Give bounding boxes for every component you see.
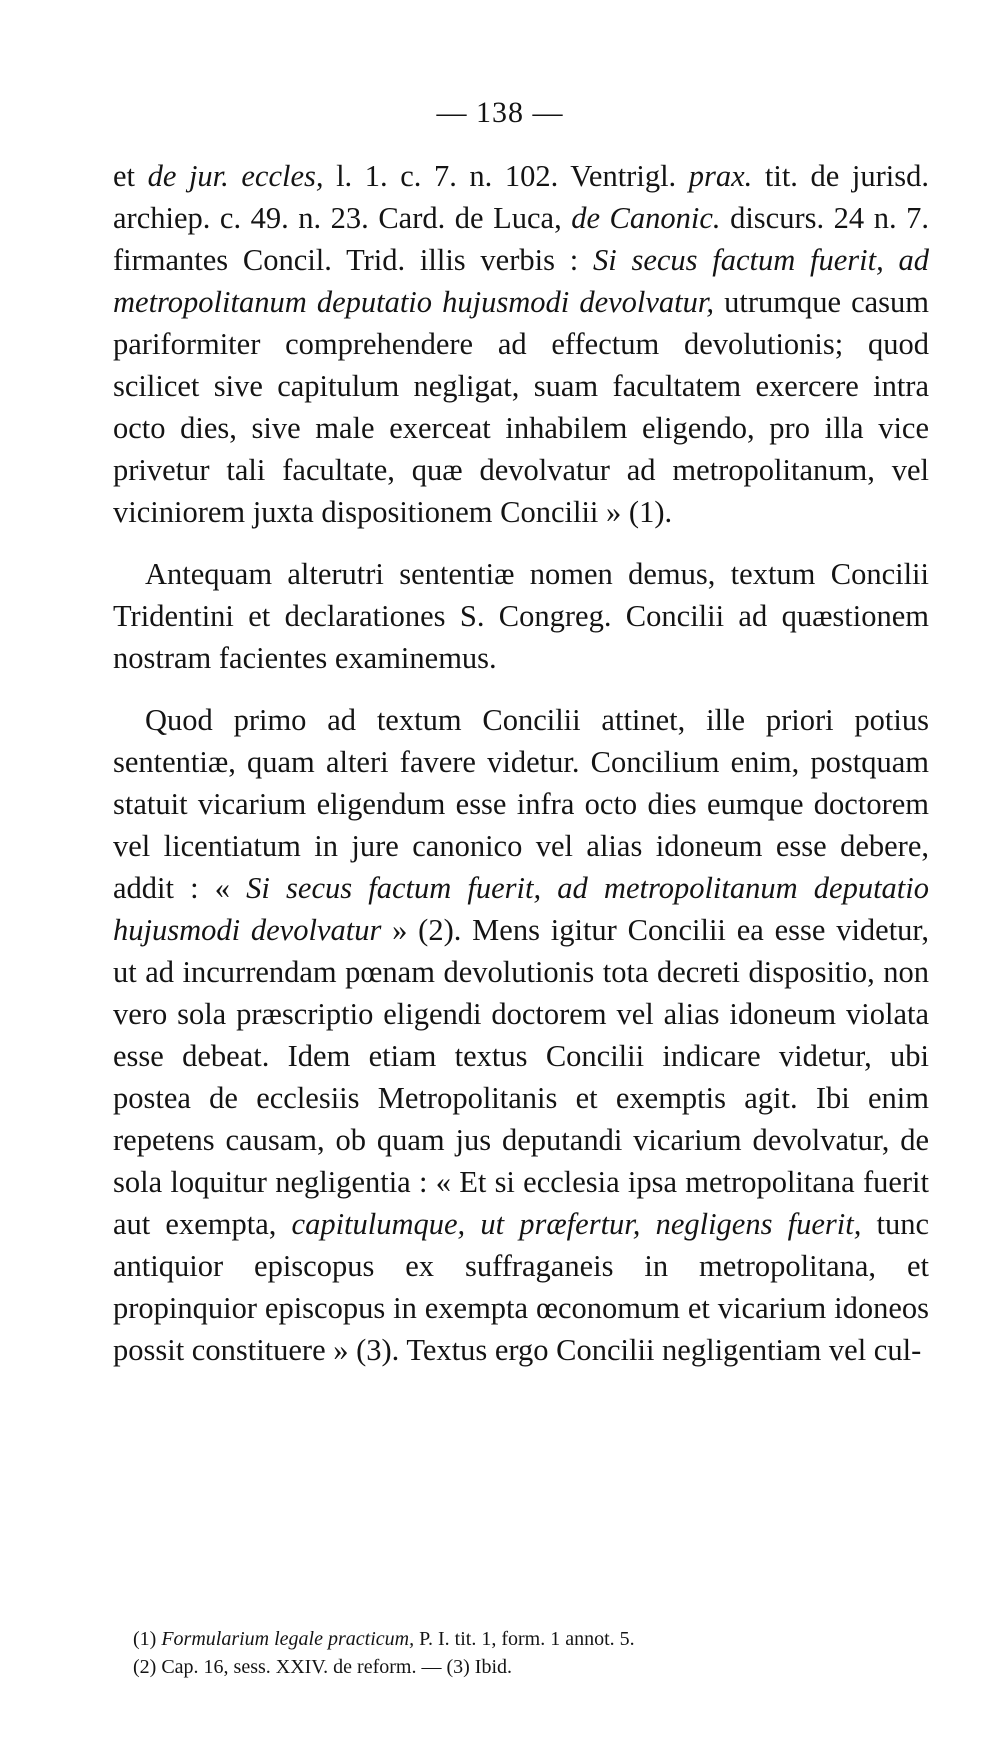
italic-run: de Canonic. bbox=[571, 201, 721, 235]
text-run: P. I. tit. 1, form. 1 annot. 5. bbox=[414, 1628, 635, 1650]
text-run: discurs. 24 n. 7. firmantes Concil. Trid. illis verbis : bbox=[113, 201, 929, 277]
text-run: et bbox=[113, 159, 148, 193]
italic-run: Formularium legale practicum, bbox=[161, 1628, 415, 1650]
text-run: » (2). Mens igitur Concilii ea esse videtur, ut ad incurrendam pœnam devolutionis tota decreti dispositio, non vero sola præscriptio eligendi doctorem vel alias idoneum violata esse debeat. Idem etiam textus Concilii indicare videtur, ubi postea de ecclesiis Metropolitanis et exemptis agit. Ibi enim repetens causam, ob quam jus deputandi vicarium devolvatur, de sola loquitur negligentia : « Et si ecclesia ipsa metropolitana fuerit aut exempta, bbox=[113, 913, 929, 1241]
footnotes bbox=[133, 1625, 923, 1681]
text-run: tit. de jurisd. archiep. c. 49. n. 23. Card. de Luca, bbox=[113, 159, 929, 235]
paragraph-2: Antequam alterutri sententiæ nomen demus, textum Concilii Tridentini et declarationes S. Congreg. Concilii ad quæstionem nostram facientes examinemus. bbox=[113, 557, 929, 675]
text-run: utrumque casum pariformiter comprehendere ad effectum devolutionis; quod scilicet sive capitulum negligat, suam facultatem exercere intra octo dies, sive male exerceat inhabilem eligendo, pro illa vice privetur tali facultate, quæ devolvatur ad metropolitanum, vel viciniorem juxta dispositionem Concilii » (1). bbox=[113, 285, 930, 529]
footnote-2-3: (2) Cap. 16, sess. XXIV. de reform. — (3) Ibid. bbox=[133, 1656, 513, 1678]
text-run: Quod primo ad textum Concilii attinet, ille priori potius sententiæ, quam alteri favere videtur. Concilium enim, postquam statuit vicarium eligendum esse infra octo dies eumque doctorem vel licentiatum in jure canonico vel alias idoneum esse debere, addit : « bbox=[113, 703, 929, 905]
paragraph-3 bbox=[113, 699, 929, 1371]
page-number: — 138 — bbox=[436, 96, 564, 129]
italic-run: Si secus factum fuerit, ad metropolitanum deputatio hujusmodi devolvatur, bbox=[113, 243, 929, 319]
footnote-1 bbox=[133, 1625, 923, 1653]
footnote-number: (1) bbox=[133, 1628, 162, 1650]
italic-run: prax. bbox=[688, 159, 753, 193]
paragraph-1 bbox=[113, 155, 929, 533]
main-text bbox=[113, 155, 929, 1371]
italic-run: capitulumque, ut præfertur, negligens fuerit, bbox=[291, 1207, 862, 1241]
text-run: tunc antiquior episcopus ex suffraganeis in metropolitana, et propinquior episcopus in exempta œconomum et vicarium idoneos possit constituere » (3). Textus ergo Concilii negligentiam vel cul- bbox=[113, 1207, 930, 1367]
italic-run: Si secus factum fuerit, ad metropolitanum deputatio hujusmodi devolvatur bbox=[113, 871, 930, 947]
italic-run: de jur. eccles, bbox=[147, 159, 324, 193]
text-run: l. 1. c. 7. n. 102. Ventrigl. bbox=[323, 159, 689, 193]
